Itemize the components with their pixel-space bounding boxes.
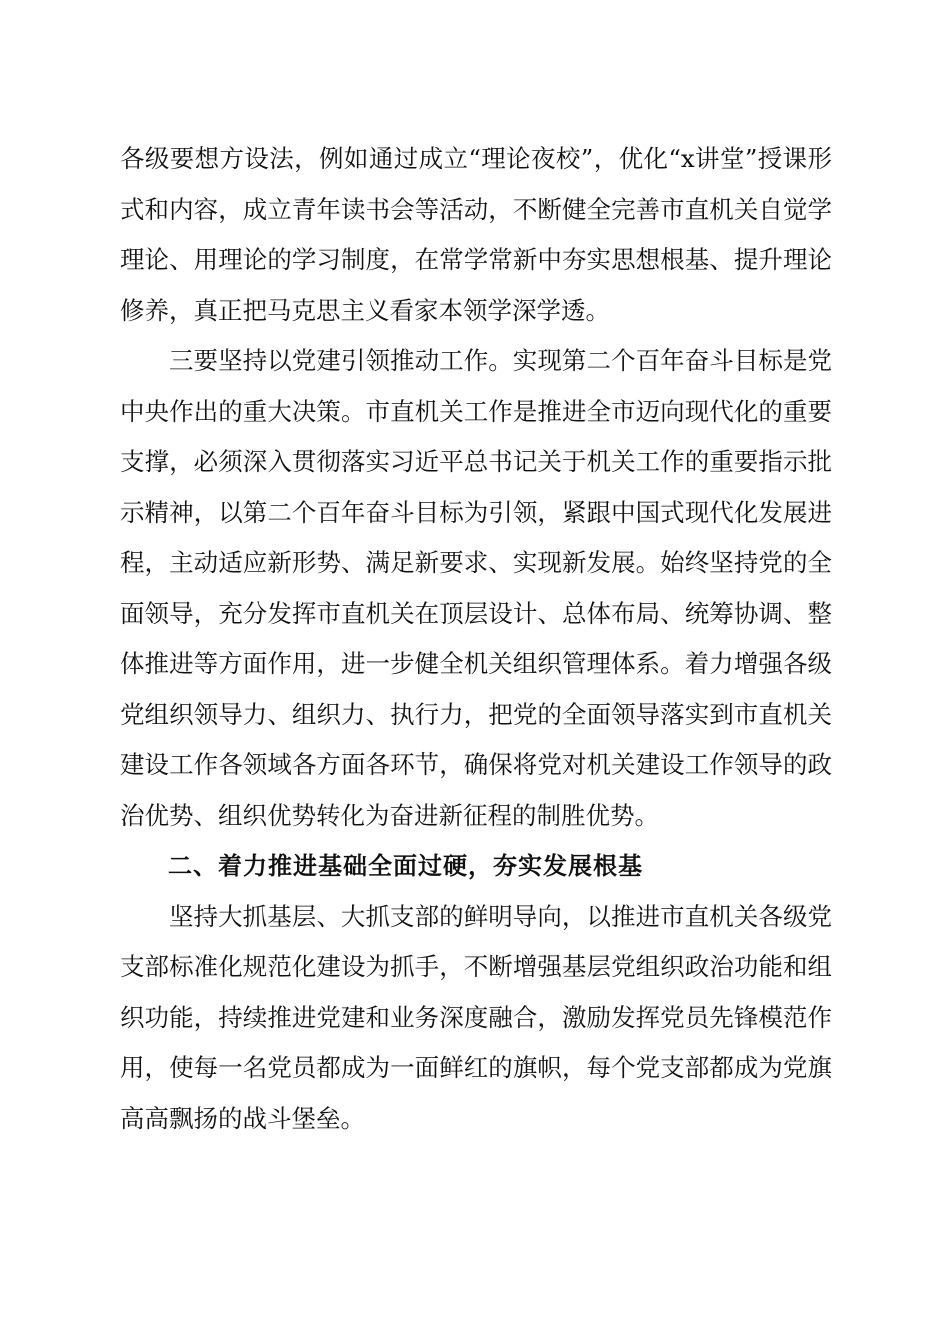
paragraph-party-building-leads-work: 三要坚持以党建引领推动工作。实现第二个百年奋斗目标是党中央作出的重大决策。市直机关工作是推进全市迈向现代化的重要支撑，必须深入贯彻落实习近平总书记关于机关工作的重要指示批示精神，以第二个百年奋斗目标为引领，紧跟中国式现代化发展进程，主动适应新形势、满足新要求、实现新发展。始终坚持党的全面领导，充分发挥市直机关在顶层设计、总体布局、统筹协调、整体推进等方面作用，进一步健全机关组织管理体系。着力增强各级党组织领导力、组织力、执行力，把党的全面领导落实到市直机关建设工作各领域各方面各环节，确保将党对机关建设工作领导的政治优势、组织优势转化为奋进新征程的制胜优势。 <box>120 346 832 830</box>
section-heading-two: 二、着力推进基础全面过硬，夯实发展根基 <box>168 852 643 880</box>
paragraph-theory-study-continuation: 各级要想方设法，例如通过成立“理论夜校”，优化“x讲堂”授课形式和内容，成立青年读书会等活动，不断健全完善市直机关自觉学理论、用理论的学习制度，在常学常新中夯实思想根基、提升理论修养，真正把马克思主义看家本领学深学透。 <box>120 144 832 325</box>
paragraph-grassroots-branches: 坚持大抓基层、大抓支部的鲜明导向，以推进市直机关各级党支部标准化规范化建设为抓手，不断增强基层党组织政治功能和组织功能，持续推进党建和业务深度融合，激励发挥党员先锋模范作用，使每一名党员都成为一面鲜红的旗帜，每个党支部都成为党旗高高飘扬的战斗堡垒。 <box>120 901 832 1133</box>
document-body <box>120 134 832 1144</box>
